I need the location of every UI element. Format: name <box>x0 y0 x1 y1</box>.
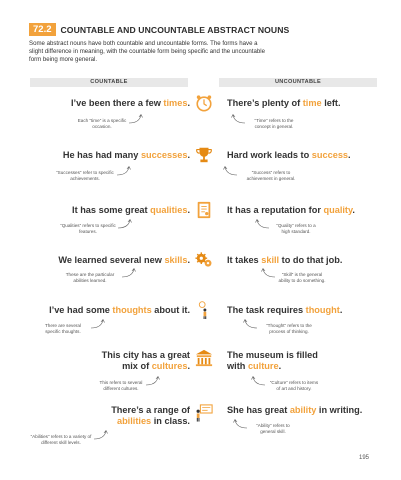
sentence-text: . <box>187 98 190 108</box>
pointer-arrow <box>244 319 259 329</box>
sentence-line <box>71 98 190 109</box>
pointer-arrow <box>116 166 131 176</box>
sentence-text: I’ve had some <box>49 305 113 315</box>
sentence-text: mix of <box>122 361 152 371</box>
sentence-text: . <box>187 361 190 371</box>
countable-sentence <box>111 405 190 427</box>
sentence-line: The museum is filled <box>227 350 318 360</box>
sentence-line <box>49 305 190 316</box>
trophy-icon <box>195 146 213 164</box>
sentence-text: to do that job. <box>279 255 343 265</box>
uncountable-note: “Skill” is the general ability to do something. <box>278 272 326 283</box>
sentence-text: It takes <box>227 255 262 265</box>
sentence-text: It has a reputation for <box>227 205 324 215</box>
countable-note: Each “time” is a specific occasion. <box>77 118 127 129</box>
sentence-text: . <box>187 150 190 160</box>
countable-sentence <box>49 305 190 316</box>
sentence-text: He has had many <box>62 150 141 160</box>
countable-sentence <box>63 150 190 161</box>
highlighted-noun: time <box>302 98 322 108</box>
sentence-text: . <box>348 150 351 160</box>
uncountable-sentence <box>227 150 351 161</box>
highlighted-noun: quality <box>323 205 353 215</box>
sentence-line <box>227 255 342 266</box>
certificate-icon <box>195 201 213 219</box>
pointer-arrow <box>90 319 105 329</box>
sentence-text: . <box>352 205 355 215</box>
uncountable-sentence <box>227 98 341 109</box>
pointer-arrow <box>121 268 136 278</box>
pointer-arrow <box>145 376 160 386</box>
sentence-text: in writing. <box>316 405 363 415</box>
highlighted-noun: success <box>311 150 349 160</box>
uncountable-note: “Quality” refers to a high standard. <box>276 223 316 234</box>
intro-text: Some abstract nouns have both countable and uncountable forms. The forms have a slight difference in meaning, with the countable form being specific and the uncountable form being more general. <box>29 40 266 64</box>
sentence-text: Hard work leads to <box>227 150 312 160</box>
sentence-line: This city has a great <box>101 350 190 360</box>
sentence-line <box>58 255 190 266</box>
thinking-person-icon <box>195 301 213 319</box>
sentence-text: . <box>187 205 190 215</box>
countable-sentence <box>58 255 190 266</box>
pointer-arrow <box>252 376 267 386</box>
museum-icon <box>195 349 213 367</box>
countable-column-header: COUNTABLE <box>30 78 188 87</box>
countable-sentence <box>71 98 190 109</box>
sentence-text: in class. <box>151 416 190 426</box>
clock-icon <box>195 94 213 112</box>
highlighted-noun: times <box>163 98 188 108</box>
section-number: 72.2 <box>29 23 56 36</box>
sentence-line <box>227 361 318 372</box>
sentence-text: She has great <box>227 405 290 415</box>
sentence-text: I’ve been there a few <box>70 98 164 108</box>
uncountable-note: “Time” refers to the concept in general. <box>254 118 294 129</box>
highlighted-noun: skill <box>261 255 280 265</box>
countable-note: “Qualities” refers to specific features. <box>60 223 116 234</box>
countable-note: “Successes” refer to specific achievements. <box>56 170 114 181</box>
sentence-text: There’s plenty of <box>227 98 303 108</box>
uncountable-sentence <box>227 350 318 372</box>
section-title: COUNTABLE AND UNCOUNTABLE ABSTRACT NOUNS <box>60 24 290 35</box>
pointer-arrow <box>256 219 271 229</box>
uncountable-sentence <box>227 405 362 416</box>
highlighted-noun: cultures <box>151 361 188 371</box>
sentence-text: about it. <box>151 305 190 315</box>
pointer-arrow <box>234 419 249 429</box>
sentence-text: with <box>227 361 248 371</box>
pointer-arrow <box>117 219 132 229</box>
section-header <box>29 23 289 36</box>
sentence-line <box>227 405 362 416</box>
countable-note: This refers to several different cultures. <box>99 380 143 391</box>
uncountable-sentence <box>227 255 342 266</box>
uncountable-note: “Ability” refers to general skill. <box>256 423 290 434</box>
highlighted-noun: skills <box>164 255 188 265</box>
countable-note: There are several specific thoughts. <box>44 323 81 334</box>
gears-icon <box>195 251 213 269</box>
uncountable-note: “Culture” refers to items of art and history. <box>269 380 319 391</box>
sentence-text: It has some great <box>72 205 151 215</box>
sentence-line <box>227 305 342 316</box>
highlighted-noun: qualities <box>150 205 188 215</box>
sentence-text: . <box>339 305 343 315</box>
sentence-text: left. <box>321 98 341 108</box>
uncountable-sentence <box>227 205 355 216</box>
sentence-line <box>102 361 190 372</box>
uncountable-column-header: UNCOUNTABLE <box>219 78 377 87</box>
pointer-arrow <box>232 114 247 124</box>
sentence-text: . <box>278 361 282 371</box>
pointer-arrow <box>93 430 108 440</box>
pointer-arrow <box>128 114 143 124</box>
countable-sentence <box>102 350 190 372</box>
highlighted-noun: thoughts <box>112 305 152 315</box>
highlighted-noun: culture <box>247 361 279 371</box>
sentence-line <box>72 205 190 216</box>
countable-note: “Abilities” refers to a variety of different skill levels. <box>30 434 92 445</box>
presenter-icon <box>195 404 213 422</box>
sentence-line: There’s a range of <box>111 405 190 415</box>
sentence-line <box>111 416 190 427</box>
sentence-line <box>227 98 341 109</box>
uncountable-sentence <box>227 305 342 316</box>
highlighted-noun: successes <box>140 150 188 160</box>
sentence-text: We learned several new <box>58 255 165 265</box>
highlighted-noun: thought <box>305 305 340 315</box>
highlighted-noun: abilities <box>116 416 152 426</box>
sentence-line <box>63 150 190 161</box>
page-number: 195 <box>358 455 369 461</box>
countable-sentence <box>72 205 190 216</box>
pointer-arrow <box>224 166 239 176</box>
pointer-arrow <box>262 268 277 278</box>
sentence-line <box>227 150 351 161</box>
sentence-text: The task requires <box>227 305 306 315</box>
highlighted-noun: ability <box>289 405 317 415</box>
sentence-text: . <box>187 255 190 265</box>
uncountable-note: “Success” refers to achievement in general. <box>246 170 296 181</box>
uncountable-note: “Thought” refers to the process of thinking. <box>266 323 312 334</box>
sentence-line <box>227 205 355 216</box>
countable-note: These are the particular abilities learned. <box>65 272 115 283</box>
